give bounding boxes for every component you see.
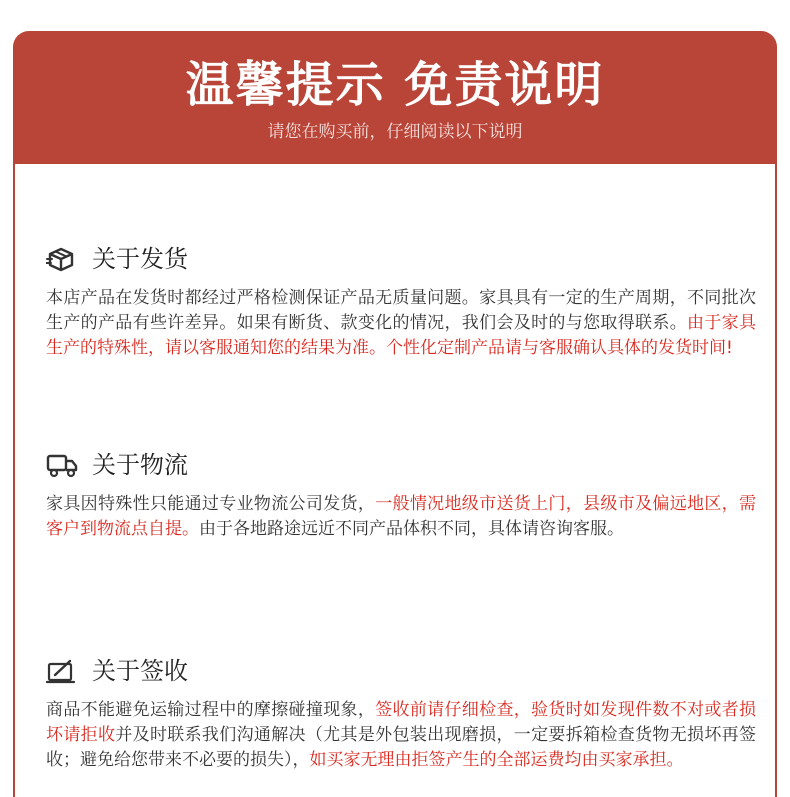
text-emphasis: 一般情况地级市送货上门，县级市及偏远地区，需客户到物流点自提。 xyxy=(46,494,757,539)
package-box-icon xyxy=(46,244,80,274)
section-shipping xyxy=(46,242,756,361)
notice-header xyxy=(13,31,777,164)
section-text xyxy=(46,492,756,542)
page-title: 温馨提示 免责说明 xyxy=(185,57,605,113)
text-plain: 商品不能避免运输过程中的摩擦碰撞现象， xyxy=(46,700,376,720)
text-plain: 家具因特殊性只能通过专业物流公司发货， xyxy=(46,494,376,514)
section-heading xyxy=(46,654,756,688)
section-text xyxy=(46,286,756,361)
text-emphasis: 由于家具生产的特殊性，请以客服通知您的结果为准。个性化定制产品请与客服确认具体的发货时间! xyxy=(46,313,757,358)
text-plain: 本店产品在发货时都经过严格检测保证产品无质量问题。家具具有一定的生产周期，不同批次生产的产品有些许差异。如果有断货、款变化的情况，我们会及时的与您取得联系。 xyxy=(46,288,756,333)
delivery-truck-icon xyxy=(46,450,80,480)
section-heading xyxy=(46,242,756,276)
sign-receipt-icon xyxy=(46,656,80,686)
section-title: 关于签收 xyxy=(92,657,188,685)
text-emphasis: 签收前请仔细检查，验货时如发现件数不对或者损坏请拒收 xyxy=(46,700,757,745)
text-plain: 并及时联系我们沟通解决（尤其是外包装出现磨损，一定要拆箱检查货物无损坏再签收；避免给您带来不必要的损失）， xyxy=(46,725,757,770)
notice-body xyxy=(15,164,775,797)
section-logistics xyxy=(46,448,756,542)
section-receipt xyxy=(46,654,756,773)
notice-card xyxy=(13,31,777,797)
section-title: 关于物流 xyxy=(92,451,188,479)
section-heading xyxy=(46,448,756,482)
text-emphasis: 如买家无理由拒签产生的全部运费均由买家承担。 xyxy=(309,750,684,770)
page-subtitle: 请您在购买前，仔细阅读以下说明 xyxy=(267,122,523,142)
section-title: 关于发货 xyxy=(92,245,188,273)
section-text xyxy=(46,698,756,773)
text-plain: 由于各地路途远近不同产品体积不同，具体请咨询客服。 xyxy=(199,519,624,539)
